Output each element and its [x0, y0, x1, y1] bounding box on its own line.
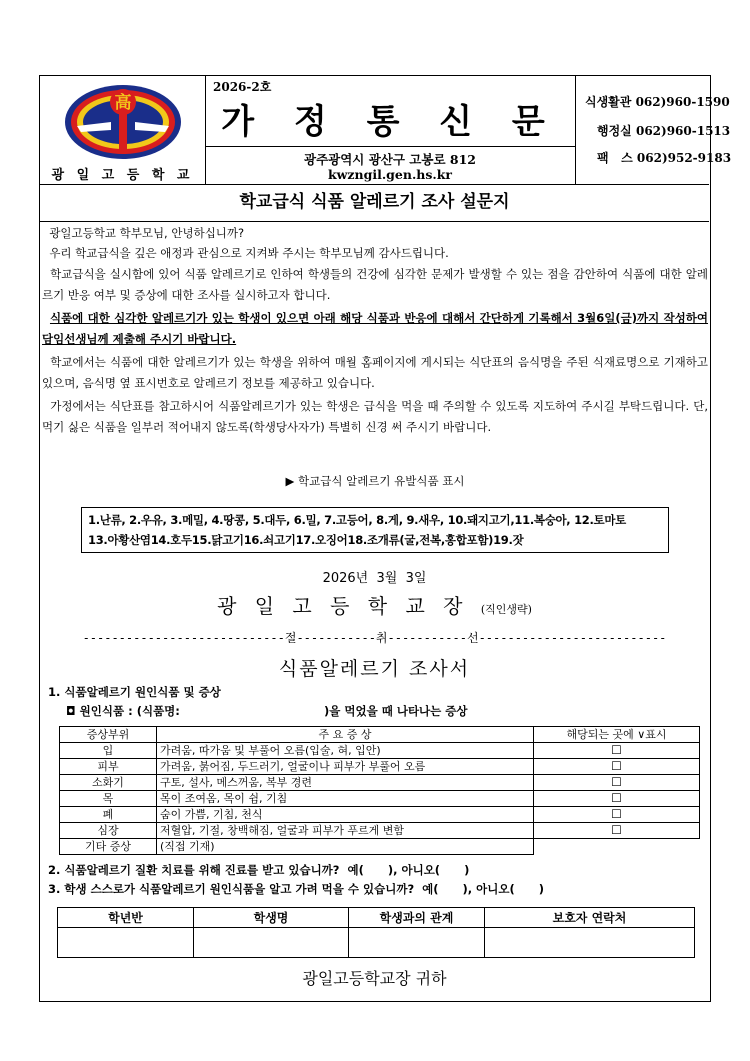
table-row: 목 목이 조여옴, 목이 쉼, 기침 ☐ — [60, 791, 700, 807]
paragraph-school-info: 학교에서는 식품에 대한 알레르기가 있는 학생을 위하여 매월 홈페이지에 게시되는 식단표의 음식명을 주된 식재료명으로 기재하고 있으며, 음식명 옆 표시번호로 알레르기 정보를 제공하고 있습니다. — [42, 355, 708, 390]
masthead-title: 가 정 통 신 문 — [221, 102, 559, 142]
school-logo-icon — [63, 82, 183, 162]
form-title: 식품알레르기 조사서 — [278, 658, 471, 680]
signature-line: 광일고등학교장 귀하 — [302, 969, 447, 988]
table-row: 기타 증상 (직접 기재) — [60, 839, 700, 855]
cut-line: ----------------------------절-----------취-----------선-------------------------- — [82, 631, 667, 645]
other-symptom-input[interactable]: (직접 기재) — [157, 839, 534, 855]
svg-text:高: 高 — [114, 93, 132, 113]
paragraph-purpose: 학교급식을 실시함에 있어 식품 알레르기로 인하여 학생들의 건강에 심각한 문제가 발생할 수 있는 점을 감안하여 식품에 대한 알레르기 반응 여부 및 증상에 대한 조사를 실시하고자 합니다. — [42, 267, 709, 302]
contact-fax: 팩 스 062)952-9183 — [597, 151, 732, 165]
class-input[interactable] — [58, 928, 194, 958]
allergen-list — [81, 507, 669, 553]
newsletter-frame — [39, 75, 732, 1002]
issue-number: 2026-2호 — [213, 80, 272, 94]
title-cell — [205, 76, 576, 184]
table-row: 소화기 구토, 설사, 메스꺼움, 복부 경련 ☐ — [60, 775, 700, 791]
table-row: 피부 가려움, 붉어짐, 두드러기, 얼굴이나 피부가 부풀어 오름 ☐ — [60, 759, 700, 775]
school-name: 광 일 고 등 학 교 — [51, 168, 194, 183]
logo-cell — [40, 76, 206, 184]
relationship-input[interactable] — [349, 928, 485, 958]
checkbox-throat[interactable]: ☐ — [534, 791, 700, 807]
allergen-line-1: 1.난류, 2.우유, 3.메밀, 4.땅콩, 5.대두, 6.밀, 7.고등어, 8.게, 9.새우, 10.돼지고기,11.복숭아, 12.토마토 — [88, 513, 626, 527]
divider — [205, 146, 575, 147]
contact-cell — [575, 76, 732, 184]
table-row: 입 가려움, 따가움 및 부풀어 오름(입술, 혀, 입안) ☐ — [60, 743, 700, 759]
student-name-input[interactable] — [194, 928, 349, 958]
question-3: 3. 학생 스스로가 식품알레르기 원인식품을 알고 가려 먹을 수 있습니까? 예( ), 아니오( ) — [48, 882, 545, 896]
table-row: 심장 저혈압, 기절, 창백해짐, 얼굴과 피부가 푸르게 변함 ☐ — [60, 823, 700, 839]
header — [40, 76, 732, 185]
allergen-line-2: 13.아황산염14.호두15.닭고기16.쇠고기17.오징어18.조개류(굴,전복,홍합포함)19.잣 — [88, 533, 524, 547]
header-symptom: 주 요 증 상 — [157, 727, 534, 743]
principal-name: 광 일 고 등 학 교 장 (직인생략) — [217, 594, 532, 618]
checkbox-heart[interactable]: ☐ — [534, 823, 700, 839]
table-row: 폐 숨이 가쁨, 기침, 천식 ☐ — [60, 807, 700, 823]
paragraph-greeting: 광일고등학교 학부모님, 안녕하십니까? — [49, 226, 245, 240]
header-relationship: 학생과의 관계 — [349, 908, 485, 928]
header-student-name: 학생명 — [194, 908, 349, 928]
header-guardian-phone: 보호자 연락처 — [485, 908, 695, 928]
checkbox-digestive[interactable]: ☐ — [534, 775, 700, 791]
issue-date: 2026년 3월 3일 — [322, 571, 427, 586]
paragraph-home-guidance: 가정에서는 식단표를 참고하시어 식품알레르기가 있는 학생은 급식을 먹을 때 주의할 수 있도록 지도하여 주시길 부탁드립니다. 단, 먹기 싫은 식품을 일부러 적어내지 않도록(학생당사자가) 특별히 신경 써 주시기 바랍니다. — [42, 399, 709, 434]
paragraph-thanks: 우리 학교급식을 깊은 애정과 관심으로 지켜봐 주시는 학부모님께 감사드립니다. — [49, 246, 449, 260]
school-website: kwzngil.gen.hs.kr — [327, 167, 453, 182]
contact-admin-office: 행정실 062)960-1513 — [597, 124, 731, 138]
question-1-cause-food: ◘ 원인식품 : (식품명: )을 먹었을 때 나타나는 증상 — [66, 704, 468, 718]
header-class: 학년반 — [58, 908, 194, 928]
paragraph-request: 식품에 대한 심각한 알레르기가 있는 학생이 있으면 아래 해당 식품과 반응에 대해서 간단하게 기록해서 3월6일(금)까지 작성하여 담임선생님께 제출해 주시기 바랍니다. — [42, 311, 709, 346]
survey-title: 학교급식 식품 알레르기 조사 설문지 — [40, 184, 709, 222]
header-part: 증상부위 — [60, 727, 157, 743]
question-1: 1. 식품알레르기 원인식품 및 증상 — [48, 685, 221, 699]
checkbox-mouth[interactable]: ☐ — [534, 743, 700, 759]
school-address: 광주광역시 광산구 고봉로 812 — [304, 152, 476, 167]
seal-note: (직인생략) — [480, 603, 532, 616]
contact-cafeteria: 식생활관 062)960-1590 — [585, 95, 730, 109]
student-info-table — [57, 907, 695, 958]
checkbox-lung[interactable]: ☐ — [534, 807, 700, 823]
question-2: 2. 식품알레르기 질환 치료를 위해 진료를 받고 있습니까? 예( ), 아니오( ) — [48, 863, 470, 877]
checkbox-skin[interactable]: ☐ — [534, 759, 700, 775]
symptom-table — [59, 726, 700, 855]
header-check: 해당되는 곳에 ∨표시 — [534, 727, 700, 743]
allergen-heading: ▶ 학교급식 알레르기 유발식품 표시 — [285, 474, 465, 488]
guardian-phone-input[interactable] — [485, 928, 695, 958]
